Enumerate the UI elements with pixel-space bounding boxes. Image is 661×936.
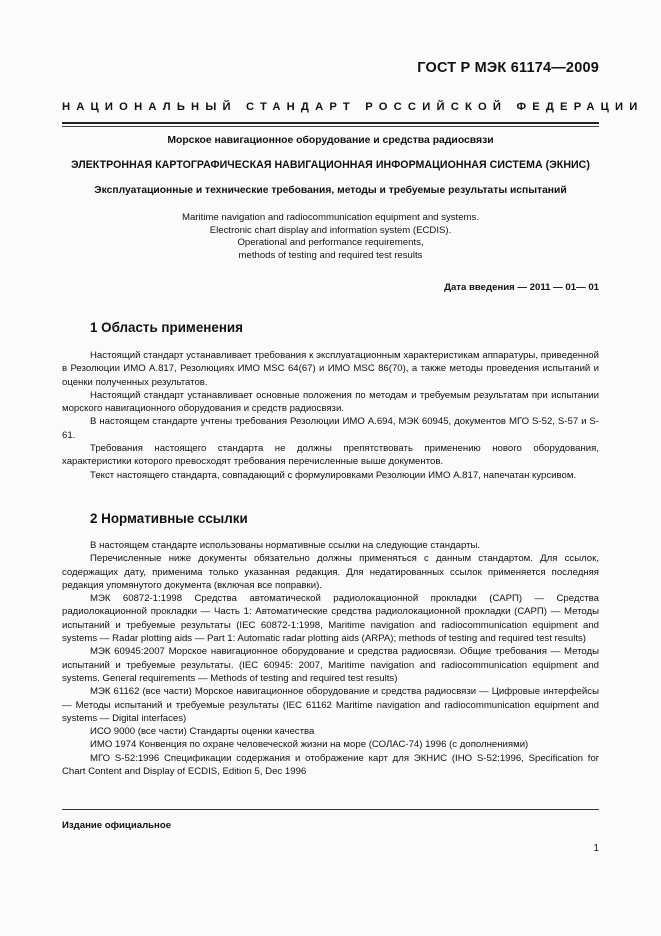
reference-item: МЭК 61162 (все части) Морское навигационное оборудование и средства радиосвязи — Цифровые интерфейсы — Методы испытаний и требуемые результаты (IEC 61162 Maritime navigation and radiocommunication equipment and systems — Digital interfaces) xyxy=(62,686,599,724)
paragraph: В настоящем стандарте использованы нормативные ссылки на следующие стандарты. xyxy=(90,540,481,551)
introduction-date: Дата введения — 2011 — 01— 01 xyxy=(444,282,599,293)
paragraph: Перечисленные ниже документы обязательно должны применяться с данным стандартом. Для ссылок, содержащих дату, применима только указанная редакция. Для недатированных ссылок применяется последняя редакция упомянутого документа (включая все поправки). xyxy=(62,553,599,591)
edition-note: Издание официальное xyxy=(62,820,172,831)
standard-code: ГОСТ Р МЭК 61174—2009 xyxy=(417,60,599,76)
footer-rule xyxy=(62,809,599,810)
english-title-line: Maritime navigation and radiocommunication equipment and systems. xyxy=(181,212,480,223)
reference-item: ИСО 9000 (все части) Стандарты оценки качества xyxy=(90,726,315,738)
national-standard-title: НАЦИОНАЛЬНЫЙ СТАНДАРТ РОССИЙСКОЙ ФЕДЕРАЦИИ xyxy=(62,101,644,113)
paragraph: Настоящий стандарт устанавливает основные положения по методам и требуемым результатам при испытании морского навигационного оборудования и средств радиосвязи. xyxy=(62,389,599,415)
requirements-title: Эксплуатационные и технические требования, методы и требуемые результаты испытаний xyxy=(94,185,567,196)
section-references-body xyxy=(62,539,599,778)
section-heading-references: 2 Нормативные ссылки xyxy=(90,511,248,526)
section-scope-body xyxy=(62,349,599,482)
reference-item: МЭК 60945:2007 Морское навигационное оборудование и средства радиосвязи. Общие требования — Методы испытаний и требуемые результаты. (IEC 60945: 2007, Maritime navigation and radiocommunication equipment and systems. General requirements — Methods of testing and required test results) xyxy=(62,646,599,684)
paragraph: Требования настоящего стандарта не должны препятствовать применению нового оборудования, характеристики которого превосходят требования перечисленные выше документов. xyxy=(62,443,599,468)
title-rule-thin xyxy=(62,126,599,127)
page-number: 1 xyxy=(593,843,599,854)
english-title-line: methods of testing and required test results xyxy=(238,249,423,261)
paragraph: В настоящем стандарте учтены требования Резолюции ИМО А.694, МЭК 60945, документов МГО S-52, S-57 и S-61. xyxy=(62,416,599,441)
reference-item: МЭК 60872-1:1998 Средства автоматической радиолокационной прокладки (САРП) — Средства радиолокационной прокладки — Часть 1: Автоматические средства радиолокационной прокладки (САРП) — Методы испытаний и требуемые результаты (IEC 60872-1:1998, Maritime navigation and radiocommunication equipment and systems — Radar plotting aids — Part 1: Automatic radar plotting aids (ARPA); methods of testing and required test results) xyxy=(62,593,599,645)
paragraph: Текст настоящего стандарта, совпадающий с формулировками Резолюции ИМО А.817, напечатан курсивом. xyxy=(90,469,577,481)
reference-item: ИМО 1974 Конвенция по охране человеческой жизни на море (СОЛАС-74) 1996 (с дополнениями) xyxy=(90,739,529,751)
paragraph: Настоящий стандарт устанавливает требования к эксплуатационным характеристикам аппаратуры, приведенной в Резолюции ИМО А.817, Резолюциях ИМО MSC 64(67) и ИМО MSC 86(70), а также методы проведения испытаний и оценки полученных результатов. xyxy=(62,350,599,388)
title-rule-thick xyxy=(62,122,599,124)
section-heading-scope: 1 Область применения xyxy=(90,320,243,335)
document-subtitle: Морское навигационное оборудование и средства радиосвязи xyxy=(167,135,494,146)
english-title-line: Electronic chart display and information system (ECDIS). xyxy=(209,224,452,236)
english-title-line: Operational and performance requirements, xyxy=(237,237,424,249)
document-main-title: ЭЛЕКТРОННАЯ КАРТОГРАФИЧЕСКАЯ НАВИГАЦИОННАЯ ИНФОРМАЦИОННАЯ СИСТЕМА (ЭКНИС) xyxy=(71,159,590,171)
reference-item: МГО S-52:1996 Спецификации содержания и отображение карт для ЭКНИС (IHO S-52:1996, Specification for Chart Content and Display of ECDIS, Edition 5, Dec 1996 xyxy=(62,752,599,778)
